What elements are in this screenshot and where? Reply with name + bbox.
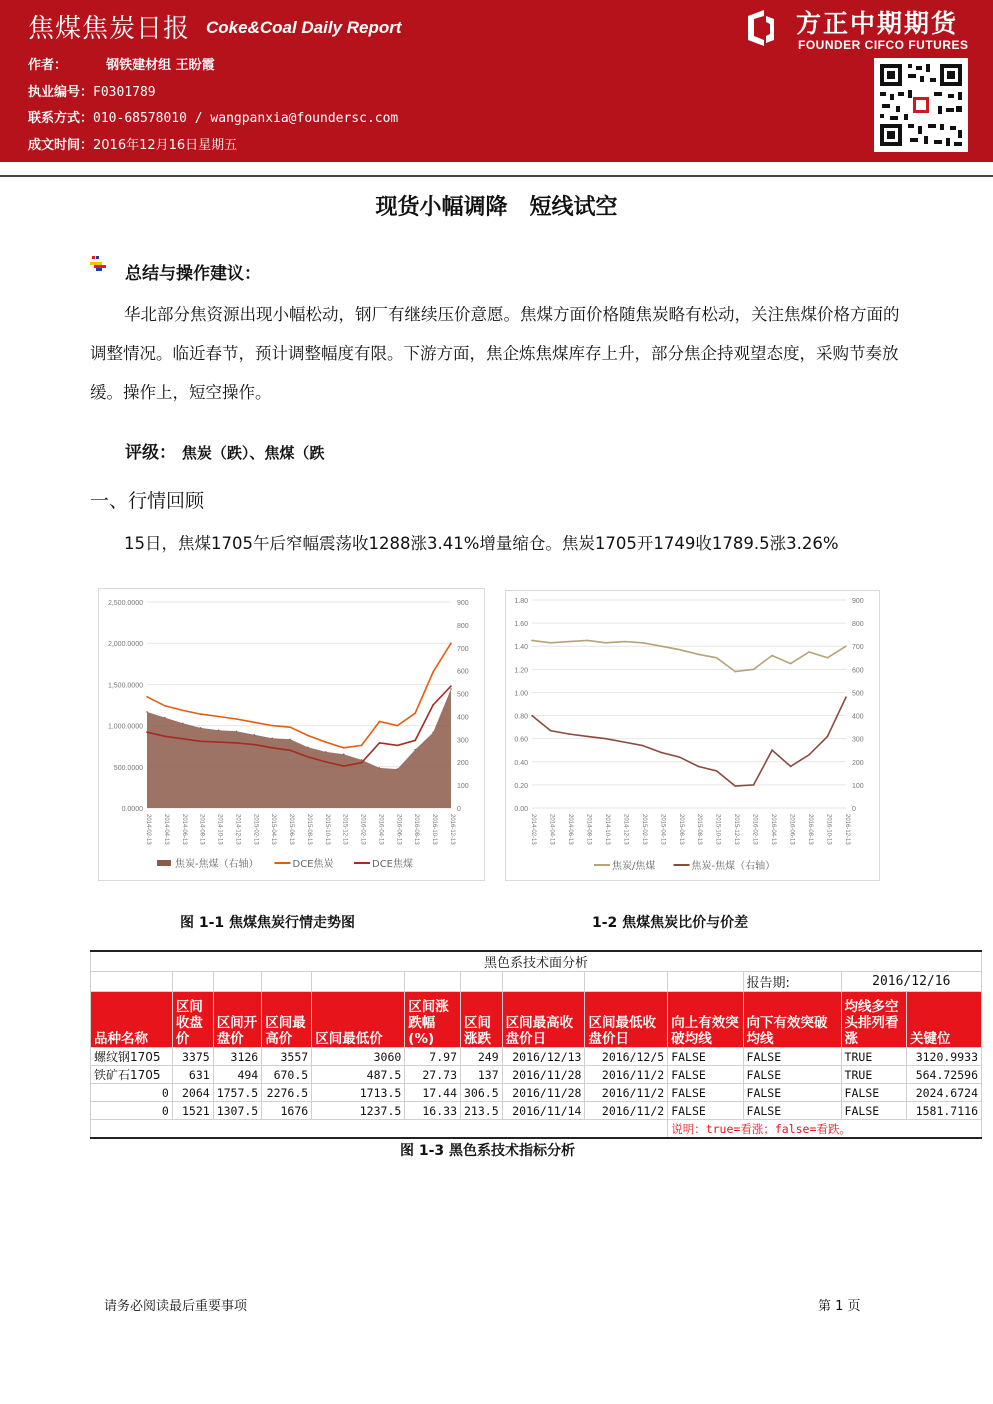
table-cell: 1307.5 (213, 1102, 262, 1120)
y-left-tick-label: 2,500.0000 (107, 600, 143, 607)
table-cell: 3557 (262, 1048, 312, 1066)
table-cell: 487.5 (312, 1066, 405, 1084)
date-line (28, 134, 237, 153)
x-tick-label: 2016-02-13 (751, 814, 758, 845)
data-point (271, 725, 273, 727)
x-tick-label: 2015-08-13 (305, 814, 312, 845)
y-left-tick-label: 2,000.0000 (107, 641, 143, 649)
legend-label: 焦炭-焦煤（右轴） (175, 859, 259, 870)
table-cell: 2016/11/2 (585, 1066, 668, 1084)
series-area (147, 689, 451, 808)
data-point (808, 651, 810, 653)
table-cell: 0 (91, 1084, 173, 1102)
table-cell: 2016/11/28 (502, 1084, 585, 1102)
y-left-tick-label: 1.20 (514, 667, 528, 675)
data-point (218, 741, 220, 743)
chart-ratio-spread-svg (506, 591, 879, 880)
summary-heading: 总结与操作建议： (125, 264, 261, 284)
table-cell: 3120.9933 (907, 1048, 982, 1066)
data-point (587, 736, 589, 738)
data-point (397, 768, 399, 770)
legend-label: 焦炭-焦煤（右轴） (691, 861, 776, 872)
data-point (432, 732, 434, 734)
column-header: 品种名称 (91, 992, 173, 1048)
figure-1-1-caption: 图 1-1 焦煤焦炭行情走势图 (180, 915, 356, 931)
date-value: 2016年12月16日星期五 (93, 138, 238, 153)
table-cell: 2016/12/13 (502, 1048, 585, 1066)
table-cell: 564.72596 (907, 1066, 982, 1084)
table-cell: 2024.6724 (907, 1084, 982, 1102)
y-right-tick-label: 100 (852, 782, 864, 790)
y-right-tick-label: 0 (457, 806, 461, 813)
table-cell: 3060 (312, 1048, 405, 1066)
report-title-en: Coke&Coal Daily Report (206, 18, 402, 37)
y-right-tick-label: 500 (457, 691, 469, 699)
data-point (679, 649, 681, 651)
table-cell: 1581.7116 (907, 1102, 982, 1120)
data-point (753, 784, 755, 786)
license-label: 执业编号： (28, 85, 94, 100)
footer-disclaimer: 请务必阅读最后重要事项 (104, 1299, 248, 1314)
data-point (624, 641, 626, 643)
y-right-tick-label: 800 (852, 621, 864, 629)
x-tick-label: 2014-06-13 (566, 814, 573, 845)
x-tick-label: 2015-08-13 (696, 814, 703, 845)
section-bullet-icon (90, 256, 108, 274)
y-left-tick-label: 1,500.0000 (107, 682, 143, 690)
data-point (414, 749, 416, 751)
x-tick-label: 2014-02-13 (530, 814, 536, 845)
y-right-tick-label: 200 (852, 759, 864, 767)
tech-analysis-table (90, 950, 982, 1139)
table-cell: 1676 (262, 1102, 312, 1120)
table-cell: 17.44 (405, 1084, 461, 1102)
table-note-row (91, 1120, 982, 1139)
data-point (808, 754, 810, 756)
y-left-tick-label: 1.00 (514, 690, 528, 698)
x-tick-label: 2016-04-13 (770, 814, 777, 845)
data-point (716, 657, 718, 659)
table-cell: 3375 (172, 1048, 213, 1066)
y-right-tick-label: 300 (852, 736, 864, 744)
data-point (679, 756, 681, 758)
rating-value: 焦炭（跌）、焦煤（跌 (181, 444, 325, 462)
data-point (450, 688, 452, 690)
x-tick-label: 2016-06-13 (395, 814, 402, 845)
column-header: 区间涨跌 (461, 992, 503, 1048)
column-header: 向上有效突破均线 (668, 992, 743, 1048)
author-line (28, 54, 215, 73)
author-label: 作者： (28, 58, 68, 73)
table-cell: 306.5 (461, 1084, 503, 1102)
x-tick-label: 2015-12-13 (733, 814, 740, 845)
table-cell: 2016/11/2 (585, 1084, 668, 1102)
report-title-cn: 焦煤焦炭日报 (28, 14, 191, 44)
y-left-tick-label: 0.20 (514, 782, 528, 790)
data-point (146, 711, 148, 713)
data-point (218, 729, 220, 731)
column-header: 区间最高收盘价日 (502, 992, 585, 1048)
data-point (605, 738, 607, 740)
rating-line (125, 438, 324, 463)
data-point (307, 735, 309, 737)
y-left-tick-label: 1.40 (514, 644, 528, 652)
data-point (587, 640, 589, 642)
data-point (271, 747, 273, 749)
data-point (379, 767, 381, 769)
data-point (531, 715, 533, 717)
data-point (432, 704, 434, 706)
table-cell: TRUE (841, 1048, 907, 1066)
data-point (771, 655, 773, 657)
report-period-row (91, 972, 982, 992)
data-point (845, 696, 847, 698)
data-point (379, 742, 381, 744)
x-tick-label: 2016-12-13 (844, 814, 850, 845)
y-left-tick-label: 1,000.0000 (107, 723, 143, 731)
data-point (343, 765, 345, 767)
y-left-tick-label: 1.80 (514, 598, 528, 605)
rating-label: 评级： (125, 443, 176, 463)
table-cell: FALSE (668, 1066, 743, 1084)
license-line (28, 81, 156, 100)
y-left-tick-label: 0.00 (514, 806, 528, 813)
data-point (182, 723, 184, 725)
table-cell: TRUE (841, 1066, 907, 1084)
column-header: 区间收盘价 (172, 992, 213, 1048)
data-point (568, 641, 570, 643)
data-point (605, 642, 607, 644)
x-tick-label: 2015-10-13 (323, 814, 330, 845)
column-header: 区间最低收盘价日 (585, 992, 668, 1048)
data-point (146, 731, 148, 733)
x-tick-label: 2016-10-13 (431, 814, 438, 845)
x-tick-label: 2016-12-13 (449, 814, 455, 845)
x-tick-label: 2014-02-13 (145, 814, 151, 845)
data-point (450, 642, 452, 644)
table-cell: 631 (172, 1066, 213, 1084)
column-header: 区间开盘价 (213, 992, 262, 1048)
data-point (550, 642, 552, 644)
table-cell: 1713.5 (312, 1084, 405, 1102)
table-cell: 1757.5 (213, 1084, 262, 1102)
x-tick-label: 2014-04-13 (548, 814, 555, 845)
data-point (753, 669, 755, 671)
x-tick-label: 2016-06-13 (788, 814, 795, 845)
chart-coke-coal-trend-svg (99, 589, 484, 880)
data-point (660, 752, 662, 754)
table-row (91, 1084, 982, 1102)
data-point (697, 654, 699, 656)
x-tick-label: 2014-08-13 (198, 814, 205, 845)
data-point (289, 739, 291, 741)
table-cell: 螺纹钢1705 (91, 1048, 173, 1066)
data-point (568, 733, 570, 735)
x-tick-label: 2014-12-13 (234, 814, 241, 845)
column-header: 区间涨跌幅(%) (405, 992, 461, 1048)
figure-1-2-caption: 1-2 焦煤焦炭比价与价差 (592, 915, 749, 931)
table-cell: 27.73 (405, 1066, 461, 1084)
data-point (531, 640, 533, 642)
data-point (716, 770, 718, 772)
data-point (200, 727, 202, 729)
data-point (343, 747, 345, 749)
data-point (236, 742, 238, 744)
y-left-tick-label: 0.0000 (121, 806, 143, 813)
data-point (414, 712, 416, 714)
table-cell: 3126 (213, 1048, 262, 1066)
y-left-tick-label: 500.0000 (113, 764, 143, 772)
y-right-tick-label: 100 (457, 783, 469, 791)
table-cell: 1237.5 (312, 1102, 405, 1120)
data-point (397, 745, 399, 747)
data-point (697, 766, 699, 768)
data-point (343, 753, 345, 755)
column-header: 向下有效突破均线 (743, 992, 841, 1048)
data-point (182, 710, 184, 712)
data-point (200, 740, 202, 742)
contact-line (28, 107, 398, 126)
table-cell: FALSE (743, 1066, 841, 1084)
table-cell: FALSE (841, 1084, 907, 1102)
table-cell: FALSE (841, 1102, 907, 1120)
footer-page-number: 第 1 页 (818, 1299, 861, 1314)
y-right-tick-label: 500 (852, 690, 864, 698)
table-cell: 7.97 (405, 1048, 461, 1066)
chart-coke-coal-trend (98, 588, 485, 881)
data-point (164, 705, 166, 707)
x-tick-label: 2015-04-13 (270, 814, 277, 845)
table-cell: 494 (213, 1066, 262, 1084)
data-point (379, 721, 381, 723)
table-cell: 2016/11/2 (585, 1102, 668, 1120)
column-header: 区间最高价 (262, 992, 312, 1048)
x-tick-label: 2016-08-13 (413, 814, 420, 845)
data-point (790, 766, 792, 768)
legend-swatch (157, 860, 171, 866)
table-title: 黑色系技术面分析 (91, 951, 982, 972)
x-tick-label: 2015-06-13 (677, 814, 684, 845)
data-point (164, 717, 166, 719)
report-period-label: 报告期: (743, 972, 841, 992)
table-cell: FALSE (743, 1102, 841, 1120)
data-point (397, 725, 399, 727)
table-row (91, 1102, 982, 1120)
table-cell: FALSE (668, 1084, 743, 1102)
table-body (91, 1048, 982, 1120)
x-tick-label: 2014-04-13 (162, 814, 169, 845)
table-cell: FALSE (668, 1102, 743, 1120)
x-tick-label: 2015-04-13 (659, 814, 666, 845)
x-tick-label: 2015-02-13 (640, 814, 647, 845)
table-cell: 0 (91, 1102, 173, 1120)
y-right-tick-label: 300 (457, 737, 469, 745)
data-point (827, 657, 829, 659)
data-point (307, 747, 309, 749)
data-point (361, 762, 363, 764)
data-point (146, 696, 148, 698)
data-point (307, 756, 309, 758)
brand-name-cn: 方正中期期货 (796, 9, 959, 38)
data-point (271, 737, 273, 739)
data-point (325, 761, 327, 763)
table-cell: 2064 (172, 1084, 213, 1102)
y-right-tick-label: 700 (457, 645, 469, 653)
chart-ratio-spread (505, 590, 880, 881)
x-tick-label: 2016-08-13 (807, 814, 814, 845)
review-heading: 一、行情回顾 (90, 490, 205, 512)
table-cell: 2016/11/28 (502, 1066, 585, 1084)
table-cell: 249 (461, 1048, 503, 1066)
table-cell: FALSE (668, 1048, 743, 1066)
table-cell: 2276.5 (262, 1084, 312, 1102)
y-right-tick-label: 600 (457, 668, 469, 676)
table-row (91, 1066, 982, 1084)
table-header-row (91, 992, 982, 1048)
table-cell: 137 (461, 1066, 503, 1084)
y-left-tick-label: 0.40 (514, 759, 528, 767)
figure-1-3-caption: 图 1-3 黑色系技术指标分析 (400, 1143, 576, 1159)
table-cell: 213.5 (461, 1102, 503, 1120)
founder-logo-icon (744, 10, 776, 46)
legend-label: DCE焦炭 (292, 859, 334, 870)
x-tick-label: 2016-04-13 (377, 814, 384, 845)
x-tick-label: 2015-02-13 (252, 814, 259, 845)
table-cell: 2016/12/5 (585, 1048, 668, 1066)
y-right-tick-label: 400 (852, 713, 864, 721)
date-label: 成文时间： (28, 138, 94, 153)
column-header: 均线多空头排列看涨 (841, 992, 907, 1048)
table-cell: FALSE (743, 1084, 841, 1102)
data-point (236, 731, 238, 733)
data-point (450, 685, 452, 687)
x-tick-label: 2014-10-13 (216, 814, 223, 845)
x-tick-label: 2015-10-13 (714, 814, 721, 845)
column-header: 关键位 (907, 992, 982, 1048)
data-point (289, 750, 291, 752)
document-title: 现货小幅调降 短线试空 (375, 195, 618, 220)
series-line (532, 697, 846, 786)
data-point (289, 726, 291, 728)
data-point (642, 642, 644, 644)
data-point (236, 718, 238, 720)
y-left-tick-label: 0.60 (514, 736, 528, 744)
x-tick-label: 2016-02-13 (359, 814, 366, 845)
table-cell: 铁矿石1705 (91, 1066, 173, 1084)
data-point (660, 645, 662, 647)
y-left-tick-label: 1.60 (514, 621, 528, 629)
y-right-tick-label: 900 (852, 598, 864, 605)
data-point (325, 751, 327, 753)
legend-label: DCE焦煤 (372, 859, 414, 870)
y-right-tick-label: 600 (852, 667, 864, 675)
data-point (642, 745, 644, 747)
data-point (734, 671, 736, 673)
author-value: 钢铁建材组 王盼霞 (106, 58, 215, 73)
x-tick-label: 2014-10-13 (603, 814, 610, 845)
table-title-row (91, 951, 982, 972)
data-point (827, 736, 829, 738)
x-tick-label: 2014-08-13 (585, 814, 592, 845)
y-right-tick-label: 0 (852, 806, 856, 813)
data-point (790, 663, 792, 665)
table-cell: 2016/11/14 (502, 1102, 585, 1120)
table-cell: 16.33 (405, 1102, 461, 1120)
report-period-date: 2016/12/16 (841, 972, 981, 992)
summary-paragraph: 华北部分焦资源出现小幅松动，钢厂有继续压价意愿。焦煤方面价格随焦炭略有松动，关注焦煤价格方面的调整情况。临近春节，预计调整幅度有限。下游方面，焦企炼焦煤库存上升，部分焦企持观望态度，采购节奏放缓。操作上，短空操作。 (90, 305, 900, 402)
brand-name-en: FOUNDER CIFCO FUTURES (798, 38, 969, 52)
data-point (164, 736, 166, 738)
data-point (325, 741, 327, 743)
data-point (432, 671, 434, 673)
y-right-tick-label: 900 (457, 600, 469, 607)
y-right-tick-label: 200 (457, 760, 469, 768)
series-line (532, 640, 846, 671)
contact-value: 010-68578010 / wangpanxia@foundersc.com (93, 111, 399, 126)
column-header: 区间最低价 (312, 992, 405, 1048)
data-point (182, 738, 184, 740)
table-cell: 670.5 (262, 1066, 312, 1084)
data-point (253, 722, 255, 724)
y-right-tick-label: 400 (457, 714, 469, 722)
data-point (361, 745, 363, 747)
x-tick-label: 2014-06-13 (180, 814, 187, 845)
y-right-tick-label: 700 (852, 644, 864, 652)
data-point (624, 741, 626, 743)
review-paragraph: 15日，焦煤1705午后窄幅震荡收1288涨3.41%增量缩仓。焦炭1705开1749收1789.5涨3.26% (124, 534, 839, 553)
data-point (200, 713, 202, 715)
header-rule (0, 175, 993, 177)
table-row (91, 1048, 982, 1066)
data-point (845, 645, 847, 647)
data-point (771, 749, 773, 751)
data-point (218, 716, 220, 718)
y-left-tick-label: 0.80 (514, 713, 528, 721)
table-cell: 1521 (172, 1102, 213, 1120)
table-cell: FALSE (743, 1048, 841, 1066)
x-tick-label: 2014-12-13 (622, 814, 629, 845)
data-point (550, 730, 552, 732)
data-point (253, 744, 255, 746)
qr-code-icon (874, 58, 968, 152)
data-point (361, 759, 363, 761)
data-point (734, 785, 736, 787)
license-value: F0301789 (93, 85, 156, 100)
table-note: 说明：true=看涨；false=看跌。 (668, 1120, 982, 1139)
contact-label: 联系方式： (28, 111, 94, 126)
data-point (414, 740, 416, 742)
report-header (0, 0, 993, 162)
x-tick-label: 2015-06-13 (288, 814, 295, 845)
legend-label: 焦炭/焦煤 (612, 861, 656, 872)
y-right-tick-label: 800 (457, 622, 469, 630)
data-point (253, 734, 255, 736)
x-tick-label: 2015-12-13 (341, 814, 348, 845)
x-tick-label: 2016-10-13 (825, 814, 832, 845)
